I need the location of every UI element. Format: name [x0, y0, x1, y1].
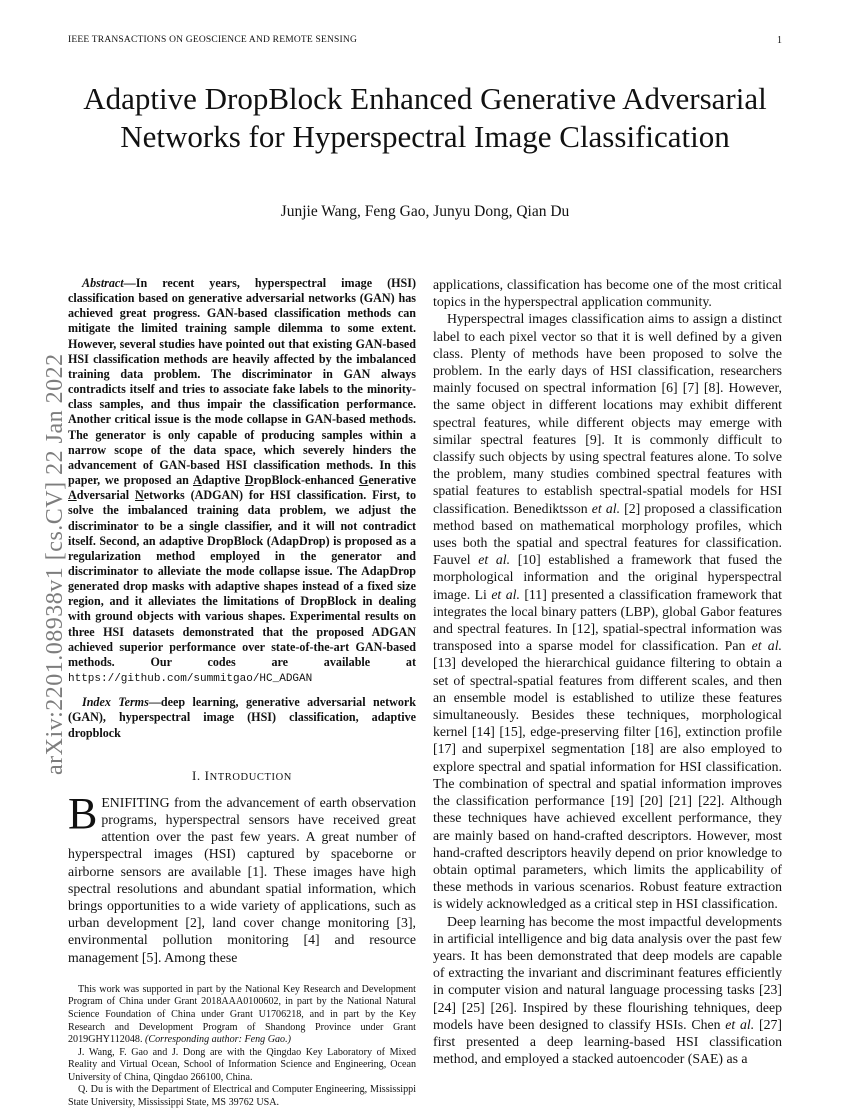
section-title-initial: I: [204, 767, 210, 783]
paragraph-text: [11] presented a classification framework that integrates the local binary patters (LBP), global Gabor features and spectral features. In [12], spatial-spectral information was transposed into a sparse model for classification. Pan: [433, 586, 782, 654]
arxiv-identifier: arXiv:2201.08938v1 [cs.CV] 22 Jan 2022: [42, 353, 68, 775]
abstract-text: ropBlock-enhanced: [253, 473, 359, 488]
drop-cap: B: [68, 788, 98, 838]
intro-opening-word: ENIFITING: [101, 794, 170, 810]
paragraph-text: [27] first presented a deep learning-based HSI classification method, and employed a stacked autoencoder (SAE) as a: [433, 1016, 782, 1067]
abstract: [68, 276, 416, 687]
affiliation-footnote: J. Wang, F. Gao and J. Dong are with the Qingdao Key Laboratory of Mixed Reality and Virtual Ocean, School of Information Science and Engineering, Ocean University of China, Qingdao 266100, China.: [68, 1046, 416, 1083]
page-number: 1: [777, 35, 782, 46]
arxiv-sidebar: [2, 295, 68, 775]
paper-title: Adaptive DropBlock Enhanced Generative Adversarial Networks for Hyperspectral Image Classification: [83, 81, 767, 154]
intro-paragraph: [68, 788, 416, 966]
abstract-label: Abstract: [82, 276, 124, 290]
abstract-text: dversarial: [76, 488, 136, 503]
funding-footnote: [68, 984, 416, 1047]
paragraph-text: [10] established a framework that fused the morphological information and the original hyperspectral image. Li: [433, 552, 783, 602]
abstract-text: etworks (ADGAN) for HSI classification. First, to solve the imbalanced training data problem, we adjust the discriminator to be a single classifier, and it will not contradict itself. Second, an adaptive DropBlock (AdapDrop) is proposed as a regularization method employed in the generator and discriminator to alleviate the mode collapse issue. The AdapDrop generated drop masks with adaptive shapes instead of a fixed size region, and it alleviates the limitations of DropBlock in dealing with ground objects with various shapes. Experimental results on three HSI datasets demonstrated that the proposed ADGAN achieved superior performance over state-of-the-art GAN-based methods. Our codes are available at: [68, 488, 417, 669]
paragraph-text: Hyperspectral images classification aims to assign a distinct label to each pixel vector so that it is well defined by a given class. Plenty of methods have been proposed to solve the problem. In the early days of HSI classification, researchers mainly focused on spectral information [6] [7] [8]. However, the same object in different locations may exhibit different spectral features, while different objects may emerge with similar spectral features [9]. It is commonly difficult to classify such objects by using spectral features alone. To solve the problem, many studies combined spectral features with spatial features to establish spectral-spatial models for HSI classification. Benediktsson: [433, 311, 782, 516]
affiliation-footnote: Q. Du is with the Department of Electrical and Computer Engineering, Mississippi State University, Mississippi State, MS 39762 USA.: [68, 1084, 416, 1109]
footnotes: [68, 984, 416, 1110]
corresponding-author: (Corresponding author: Feng Gao.): [145, 1034, 291, 1046]
index-terms-text: —deep learning, generative adversarial network (GAN), hyperspectral image (HSI) classification, adaptive dropblock: [68, 695, 416, 740]
section-title-rest: NTRODUCTION: [209, 771, 292, 783]
citation-etal: et al.: [478, 552, 511, 568]
paragraph-text: [2] proposed a classification method based on mathematical morphology profiles, which uses both the spatial and spectral features for classification. Fauvel: [433, 500, 782, 568]
body-paragraph: [433, 913, 782, 1068]
author-list: Junjie Wang, Feng Gao, Junyu Dong, Qian Du: [280, 203, 570, 220]
section-heading-introduction: [68, 768, 416, 784]
body-paragraph: applications, classification has become one of the most critical topics in the hyperspectral application community.: [433, 277, 782, 310]
acronym-letter: A: [192, 473, 202, 488]
acronym-letter: A: [68, 488, 77, 503]
index-terms-label: Index Terms: [82, 695, 149, 710]
citation-etal: et al.: [491, 586, 520, 602]
running-header: IEEE TRANSACTIONS ON GEOSCIENCE AND REMOTE SENSING: [68, 35, 358, 45]
abstract-text: —In recent years, hyperspectral image (HSI) classification based on generative adversarial networks (GAN) has achieved great progress. GAN-based classification methods can mitigate the limited training sample dilemma to some extent. However, several studies have pointed out that existing GAN-based HSI classification methods are heavily affected by the imbalanced training data problem. The discriminator in GAN always contradicts itself and tries to associate fake labels to the minority-class samples, and thus impair the classification performance. Another critical issue is the mode collapse in GAN-based methods. The generator is only capable of producing samples within a narrow scope of the data space, which severely hinders the advancement of GAN-based HSI classification methods. In this paper, we proposed an: [68, 276, 416, 488]
index-terms: [68, 695, 416, 740]
funding-text: This work was supported in part by the National Key Research and Development Program of China under Grant 2018AAA0100602, in part by the National Natural Science Foundation of China under Grant U1706218, and in part by the Key Research and Development Program of Shandong Province under Grant 2019GHY112048.: [68, 983, 416, 1046]
abstract-text: daptive: [201, 473, 245, 488]
intro-text: from the advancement of earth observation programs, hyperspectral sensors have received great attention over the past few years. A great number of hyperspectral images (HSI) captured by spaceborne or airborne sensors are available [1]. These images have high spectral resolutions and abundant spatial information, which brings opportunities to a wide variety of applications, such as urban development [2], land cover change monitoring [3], environmental pollution monitoring [4] and resource management [5]. Among these: [68, 794, 416, 965]
paragraph-text: [13] developed the hierarchical guidance filtering to obtain a set of spectral-spatial features from different scales, and then an ensemble model is established to utilize these features simultaneously. Besides these techniques, morphological kernel [14] [15], edge-preserving filter [16], extinction profile [17] and superpixel segmentation [18] are also employed to explore spectral and spatial information for HSI classification. The combination of spectral and spatial information improves the classification performance [19] [20] [21] [22]. Although these techniques have achieved excellent performance, they are mainly based on hand-crafted descriptors. However, most hand-crafted descriptors heavily depend on prior knowledge to obtain optimal parameters, which limits the applicability of these methods in various scenarios. Robust feature extraction is widely acknowledged as a critical step in HSI classification.: [433, 655, 782, 912]
acronym-letter: G: [358, 473, 369, 488]
right-column: [433, 276, 782, 1067]
section-number: I.: [191, 767, 205, 783]
body-paragraph: [433, 310, 782, 912]
abstract-text: enerative: [368, 473, 416, 488]
citation-etal: et al.: [751, 638, 782, 654]
code-url-link[interactable]: https://github.com/summitgao/HC_ADGAN: [68, 673, 313, 686]
left-column: [68, 276, 416, 1110]
paragraph-text: Deep learning has become the most impactful developments in artificial intelligence and big data analysis over the past few years. It has been demonstrated that deep models are capable of extracting the invariant and discriminant features efficiently in computer vision and natural language processing tasks [23] [24] [25] [26]. Inspired by these flourishing tehniques, deep models have been designed to classify HSIs. Chen: [433, 913, 782, 1032]
acronym-letter: D: [244, 473, 254, 488]
citation-etal: et al.: [591, 500, 621, 516]
acronym-letter: N: [135, 488, 144, 503]
citation-etal: et al.: [725, 1016, 755, 1032]
